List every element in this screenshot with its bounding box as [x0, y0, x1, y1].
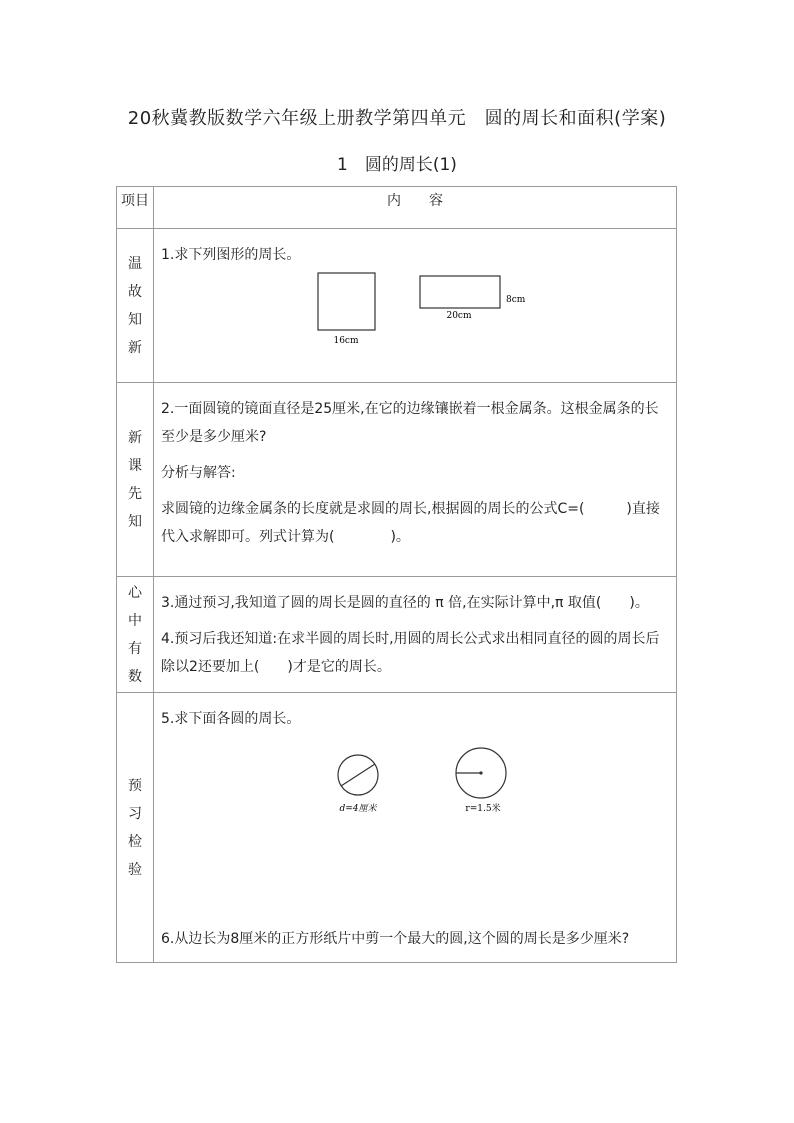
table-header-row — [117, 187, 677, 229]
circle-radius-label: r=1.5米 — [465, 804, 501, 814]
section-self-check-content — [154, 577, 677, 693]
section-preview-row — [117, 383, 677, 577]
document-title: 20秋冀教版数学六年级上册教学第四单元 圆的周长和面积(学案) — [127, 108, 667, 129]
circle-diameter-line — [341, 764, 375, 786]
worksheet-table — [116, 186, 677, 963]
square-shape — [318, 273, 375, 330]
section-practice-content — [154, 693, 677, 963]
question-1: 1.求下列图形的周长。 — [161, 247, 301, 263]
section-review-content — [154, 229, 677, 383]
section-review-row — [117, 229, 677, 383]
section-label-practice-text: 预习检验 — [128, 777, 142, 878]
question-5: 5.求下面各圆的周长。 — [161, 711, 301, 727]
section-label-practice — [117, 693, 154, 963]
section-label-self-check-text: 心中有数 — [128, 584, 142, 685]
section-label-self-check — [117, 577, 154, 693]
shapes-drawing — [161, 269, 681, 349]
circle-center-dot — [479, 771, 482, 774]
rectangle-width-label: 20cm — [446, 311, 472, 321]
question-6: 6.从边长为8厘米的正方形纸片中剪一个最大的圆,这个圆的周长是多少厘米? — [161, 931, 630, 947]
header-item: 项目 — [117, 187, 154, 229]
square-side-label: 16cm — [333, 336, 359, 346]
header-content: 内 容 — [154, 187, 677, 229]
rectangle-height-label: 8cm — [506, 295, 526, 305]
section-label-preview — [117, 383, 154, 577]
question-4: 4.预习后我还知道:在求半圆的周长时,用圆的周长公式求出相同直径的圆的周长后除以2还要加上( )才是它的周长。 — [161, 631, 660, 675]
rectangle-shape — [420, 276, 500, 308]
section-label-preview-text: 新课先知 — [128, 429, 142, 530]
shapes-figure — [161, 269, 669, 359]
analysis-text: 求圆镜的边缘金属条的长度就是求圆的周长,根据圆的周长的公式C=( )直接代入求解即可。列式计算为( )。 — [161, 501, 660, 545]
question-3: 3.通过预习,我知道了圆的周长是圆的直径的 π 倍,在实际计算中,π 取值( )。 — [161, 595, 649, 611]
circles-figure — [161, 733, 669, 829]
section-self-check-row — [117, 577, 677, 693]
section-preview-content — [154, 383, 677, 577]
section-practice-row — [117, 693, 677, 963]
circle-diameter-label: d=4厘米 — [339, 804, 377, 814]
analysis-heading: 分析与解答: — [161, 465, 236, 481]
question-2: 2.一面圆镜的镜面直径是25厘米,在它的边缘镶嵌着一根金属条。这根金属条的长至少是多少厘米? — [161, 401, 659, 445]
lesson-subtitle: 1 圆的周长(1) — [337, 155, 457, 175]
circles-drawing — [161, 739, 681, 819]
section-label-review — [117, 229, 154, 383]
section-label-review-text: 温故知新 — [128, 255, 142, 356]
